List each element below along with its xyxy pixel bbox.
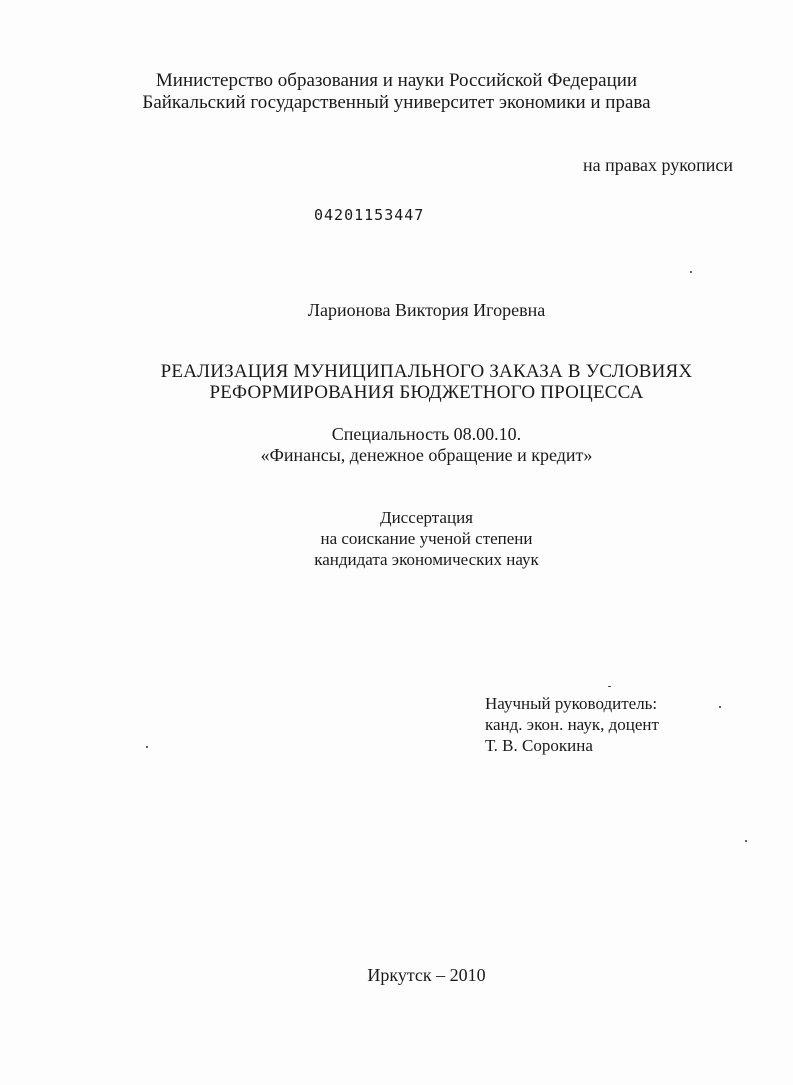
advisor-label: Научный руководитель:: [485, 694, 658, 713]
city-year: Иркутск – 2010: [367, 965, 486, 985]
scan-speck: [719, 706, 721, 708]
dissertation-purpose: на соискание ученой степени: [320, 529, 533, 548]
university-line: Байкальский государственный университет экономики и права: [142, 92, 651, 113]
advisor-credentials: канд. экон. наук, доцент: [485, 715, 659, 734]
scan-speck: [608, 686, 611, 687]
dissertation-degree: кандидата экономических наук: [314, 550, 539, 569]
title-line-2: РЕФОРМИРОВАНИЯ БЮДЖЕТНОГО ПРОЦЕССА: [209, 382, 644, 403]
specialty-name: «Финансы, денежное обращение и кредит»: [260, 445, 593, 465]
title-line-1: РЕАЛИЗАЦИЯ МУНИЦИПАЛЬНОГО ЗАКАЗА В УСЛОВИЯХ: [160, 361, 693, 382]
scan-speck: [146, 746, 148, 748]
specialty-number: Специальность 08.00.10.: [331, 424, 522, 444]
author-name: Ларионова Виктория Игоревна: [307, 300, 546, 320]
scan-speck: [745, 840, 747, 842]
manuscript-note: на правах рукописи: [583, 155, 733, 175]
scan-speck: [690, 271, 692, 273]
ministry-line: Министерство образования и науки Российской Федерации: [155, 70, 638, 91]
registration-code: 04201153447: [314, 206, 425, 224]
dissertation-label: Диссертация: [379, 508, 473, 527]
advisor-name: Т. В. Сорокина: [485, 736, 593, 755]
